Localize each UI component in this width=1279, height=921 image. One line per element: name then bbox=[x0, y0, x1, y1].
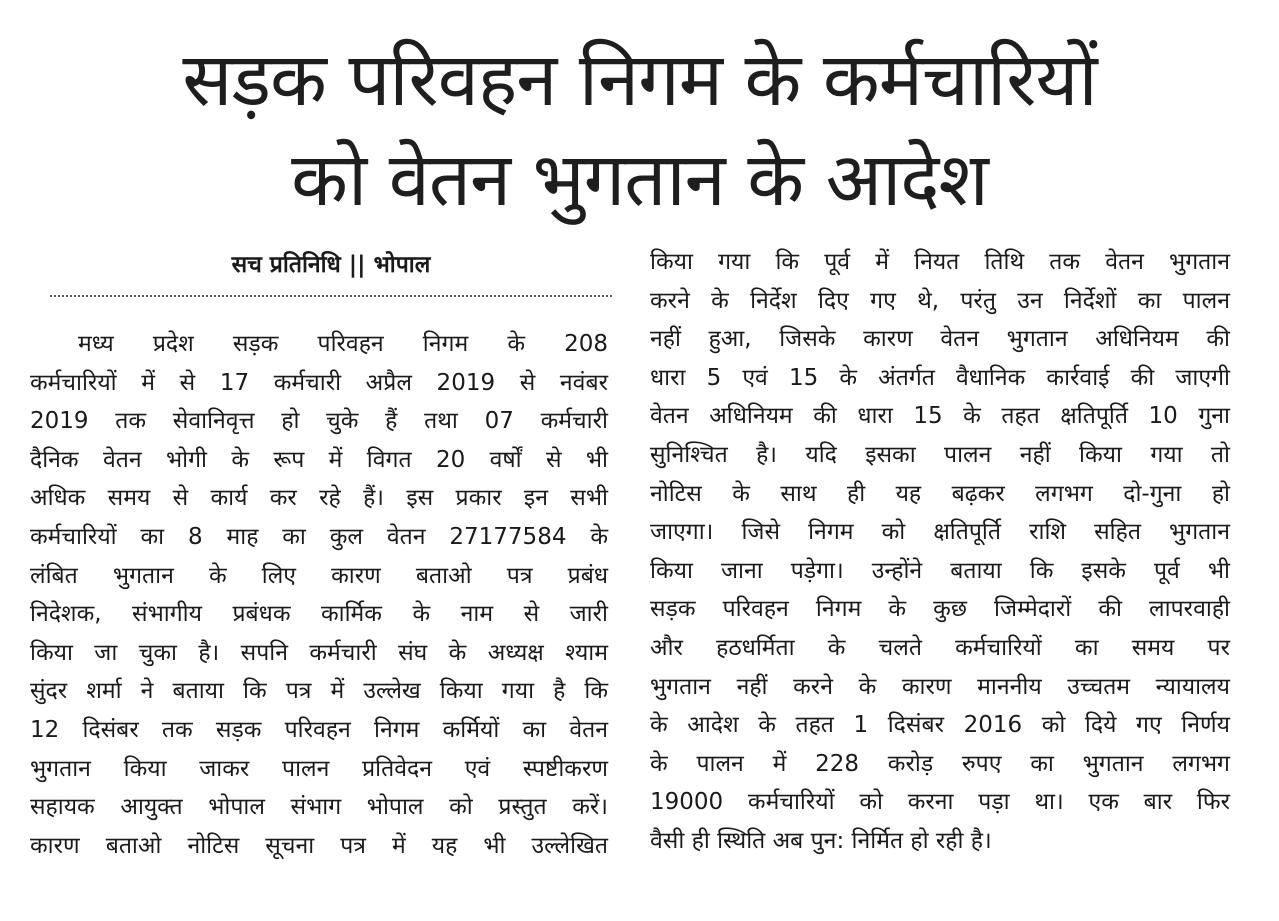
paragraph-line: किया गया कि पूर्व में नियत तिथि तक वेतन भुगतान bbox=[650, 249, 1230, 275]
paragraph-line: निदेशक, संभागीय प्रबंधक कार्मिक के नाम से जारी bbox=[30, 601, 608, 628]
paragraph-line: नोटिस के साथ ही यह बढ़कर लगभग दो-गुना हो bbox=[650, 480, 1230, 507]
paragraph-line: 19000 कर्मचारियों को करना पड़ा था। एक बार फिर bbox=[650, 789, 1230, 816]
paragraph-line: सहायक आयुक्त भोपाल संभाग भोपाल को प्रस्तुत करें। bbox=[30, 794, 608, 821]
headline bbox=[20, 30, 1259, 230]
paragraph-line: लंबित भुगतान के लिए कारण बताओ पत्र प्रबंध bbox=[30, 562, 608, 589]
paragraph-line: के आदेश के तहत 1 दिसंबर 2016 को दिये गए निर्णय bbox=[650, 712, 1230, 739]
paragraph-line: किया जा चुका है। सपनि कर्मचारी संघ के अध्यक्ष श्याम bbox=[30, 639, 608, 666]
paragraph-line: मध्य प्रदेश सड़क परिवहन निगम के 208 bbox=[78, 331, 608, 357]
byline-divider bbox=[50, 295, 612, 297]
paragraph-line: दैनिक वेतन भोगी के रूप में विगत 20 वर्षों से भी bbox=[30, 446, 608, 473]
paragraph-line: भुगतान नहीं करने के कारण माननीय उच्चतम न्यायालय bbox=[650, 673, 1230, 700]
headline-line-2: को वेतन भुगतान के आदेश bbox=[291, 137, 988, 223]
paragraph-line: सुनिश्चित है। यदि इसका पालन नहीं किया गया तो bbox=[650, 441, 1230, 468]
paragraph-line: के पालन में 228 करोड़ रुपए का भुगतान लगभग bbox=[650, 750, 1230, 777]
paragraph-line: और हठधर्मिता के चलते कर्मचारियों का समय पर bbox=[650, 634, 1230, 661]
paragraph-line: कारण बताओ नोटिस सूचना पत्र में यह भी उल्लेखित bbox=[30, 832, 608, 859]
paragraph-line: भुगतान किया जाकर पालन प्रतिवेदन एवं स्पष्टीकरण bbox=[30, 755, 608, 782]
paragraph-line: धारा 5 एवं 15 के अंतर्गत वैधानिक कार्रवाई की जाएगी bbox=[650, 364, 1230, 391]
paragraph-line: नहीं हुआ, जिसके कारण वेतन भुगतान अधिनियम की bbox=[650, 326, 1230, 353]
headline-line-1: सड़क परिवहन निगम के कर्मचारियों bbox=[182, 37, 1097, 123]
paragraph-line: वेतन अधिनियम की धारा 15 के तहत क्षतिपूर्ति 10 गुना bbox=[650, 403, 1230, 430]
paragraph-line: कर्मचारियों का 8 माह का कुल वेतन 27177584 के bbox=[30, 523, 608, 550]
paragraph-line: कर्मचारियों में से 17 कर्मचारी अप्रैल 2019 से नवंबर bbox=[30, 369, 608, 396]
paragraph-line: अधिक समय से कार्य कर रहे हैं। इस प्रकार इन सभी bbox=[30, 485, 608, 512]
paragraph-line: सुंदर शर्मा ने बताया कि पत्र में उल्लेख किया गया है कि bbox=[30, 678, 608, 705]
article-column-left bbox=[30, 325, 608, 865]
paragraph-line: किया जाना पड़ेगा। उन्होंने बताया कि इसके पूर्व भी bbox=[650, 557, 1230, 584]
paragraph-line: करने के निर्देश दिए गए थे, परंतु उन निर्देशों का पालन bbox=[650, 287, 1230, 314]
byline: सच प्रतिनिधि || भोपाल bbox=[231, 252, 431, 278]
paragraph-line: 12 दिसंबर तक सड़क परिवहन निगम कर्मियों का वेतन bbox=[30, 716, 608, 743]
paragraph-line: 2019 तक सेवानिवृत्त हो चुके हैं तथा 07 कर्मचारी bbox=[30, 408, 608, 435]
paragraph-line: वैसी ही स्थिति अब पुन: निर्मित हो रही है। bbox=[650, 827, 992, 854]
paragraph-line: सड़क परिवहन निगम के कुछ जिम्मेदारों की लापरवाही bbox=[650, 596, 1230, 623]
paragraph-line: जाएगा। जिसे निगम को क्षतिपूर्ति राशि सहित भुगतान bbox=[650, 519, 1230, 546]
article-column-right bbox=[650, 243, 1230, 861]
